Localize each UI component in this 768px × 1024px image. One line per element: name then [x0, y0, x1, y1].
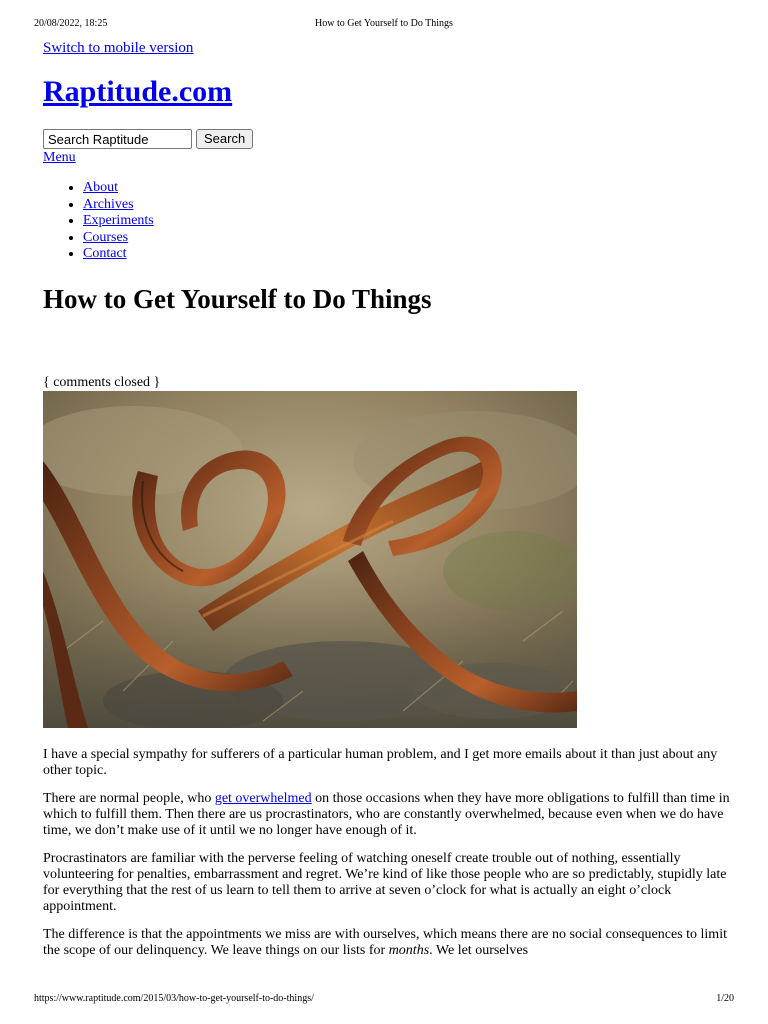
emphasis-months: months [388, 942, 430, 958]
paragraph-4-text-start: The difference is that the appointments we miss are with ourselves, which means there are no social consequences to limit the scope of our delinquency. We leave things on our lists for [43, 926, 727, 958]
search-button[interactable]: Search [196, 129, 253, 149]
site-title [43, 74, 733, 110]
nav-link-contact[interactable]: Contact [83, 246, 127, 262]
article-body [43, 747, 733, 959]
article-paragraph-1: I have a special sympathy for sufferers of a particular human problem, and I get more emails about it than just about any other topic. [43, 746, 718, 778]
nav-item-contact [83, 246, 733, 263]
comments-closed-label: { comments closed } [43, 374, 161, 390]
search-input[interactable] [43, 129, 192, 149]
article-paragraph-2 [43, 791, 733, 839]
rusty-ribbon-illustration [43, 391, 577, 728]
nav-link-archives[interactable]: Archives [83, 196, 134, 212]
nav-link-experiments[interactable]: Experiments [83, 213, 154, 229]
search-form [43, 128, 733, 150]
print-doc-title: How to Get Yourself to Do Things [315, 18, 453, 29]
print-page-number: 1/20 [716, 993, 734, 1004]
print-footer [34, 992, 734, 1006]
hero-image [43, 391, 577, 728]
nav-item-archives [83, 197, 733, 214]
nav-item-experiments [83, 213, 733, 230]
nav-list [43, 180, 733, 263]
get-overwhelmed-link[interactable]: get overwhelmed [214, 790, 312, 806]
print-url: https://www.raptitude.com/2015/03/how-to-get-yourself-to-do-things/ [34, 993, 314, 1004]
nav-link-about[interactable]: About [83, 180, 118, 195]
site-title-link[interactable]: Raptitude.com [43, 75, 233, 108]
article-paragraph-4 [43, 927, 733, 959]
print-datetime: 20/08/2022, 18:25 [34, 18, 108, 29]
article-paragraph-3: Procrastinators are familiar with the perverse feeling of watching oneself create trouble out of nothing, essentially volunteering for penalties, embarrassment and regret. We’re kind of like those people who are so predictably, stupidly late for everything that the rest of us learn to tell them to arrive at seven o’clock for what is actually an eight o’clock appointment. [43, 850, 727, 914]
nav-link-courses[interactable]: Courses [83, 229, 129, 245]
nav-item-about [83, 180, 733, 197]
switch-mobile-link[interactable]: Switch to mobile version [43, 40, 194, 56]
post-title: How to Get Yourself to Do Things [43, 283, 432, 314]
paragraph-2-text-end: on those occasions when they have more obligations to fulfill than time in which to fulfill them. Then there are us procrastinators, who are constantly overwhelmed, because even when we do have time, we don’t make use of it until we no longer have enough of it. [43, 790, 730, 838]
menu-link[interactable]: Menu [43, 150, 76, 165]
page-content [43, 38, 733, 971]
paragraph-4-text-end: . We let ourselves [429, 942, 529, 958]
print-header [34, 17, 734, 31]
paragraph-2-text-start: There are normal people, who [43, 790, 215, 806]
nav-item-courses [83, 230, 733, 247]
